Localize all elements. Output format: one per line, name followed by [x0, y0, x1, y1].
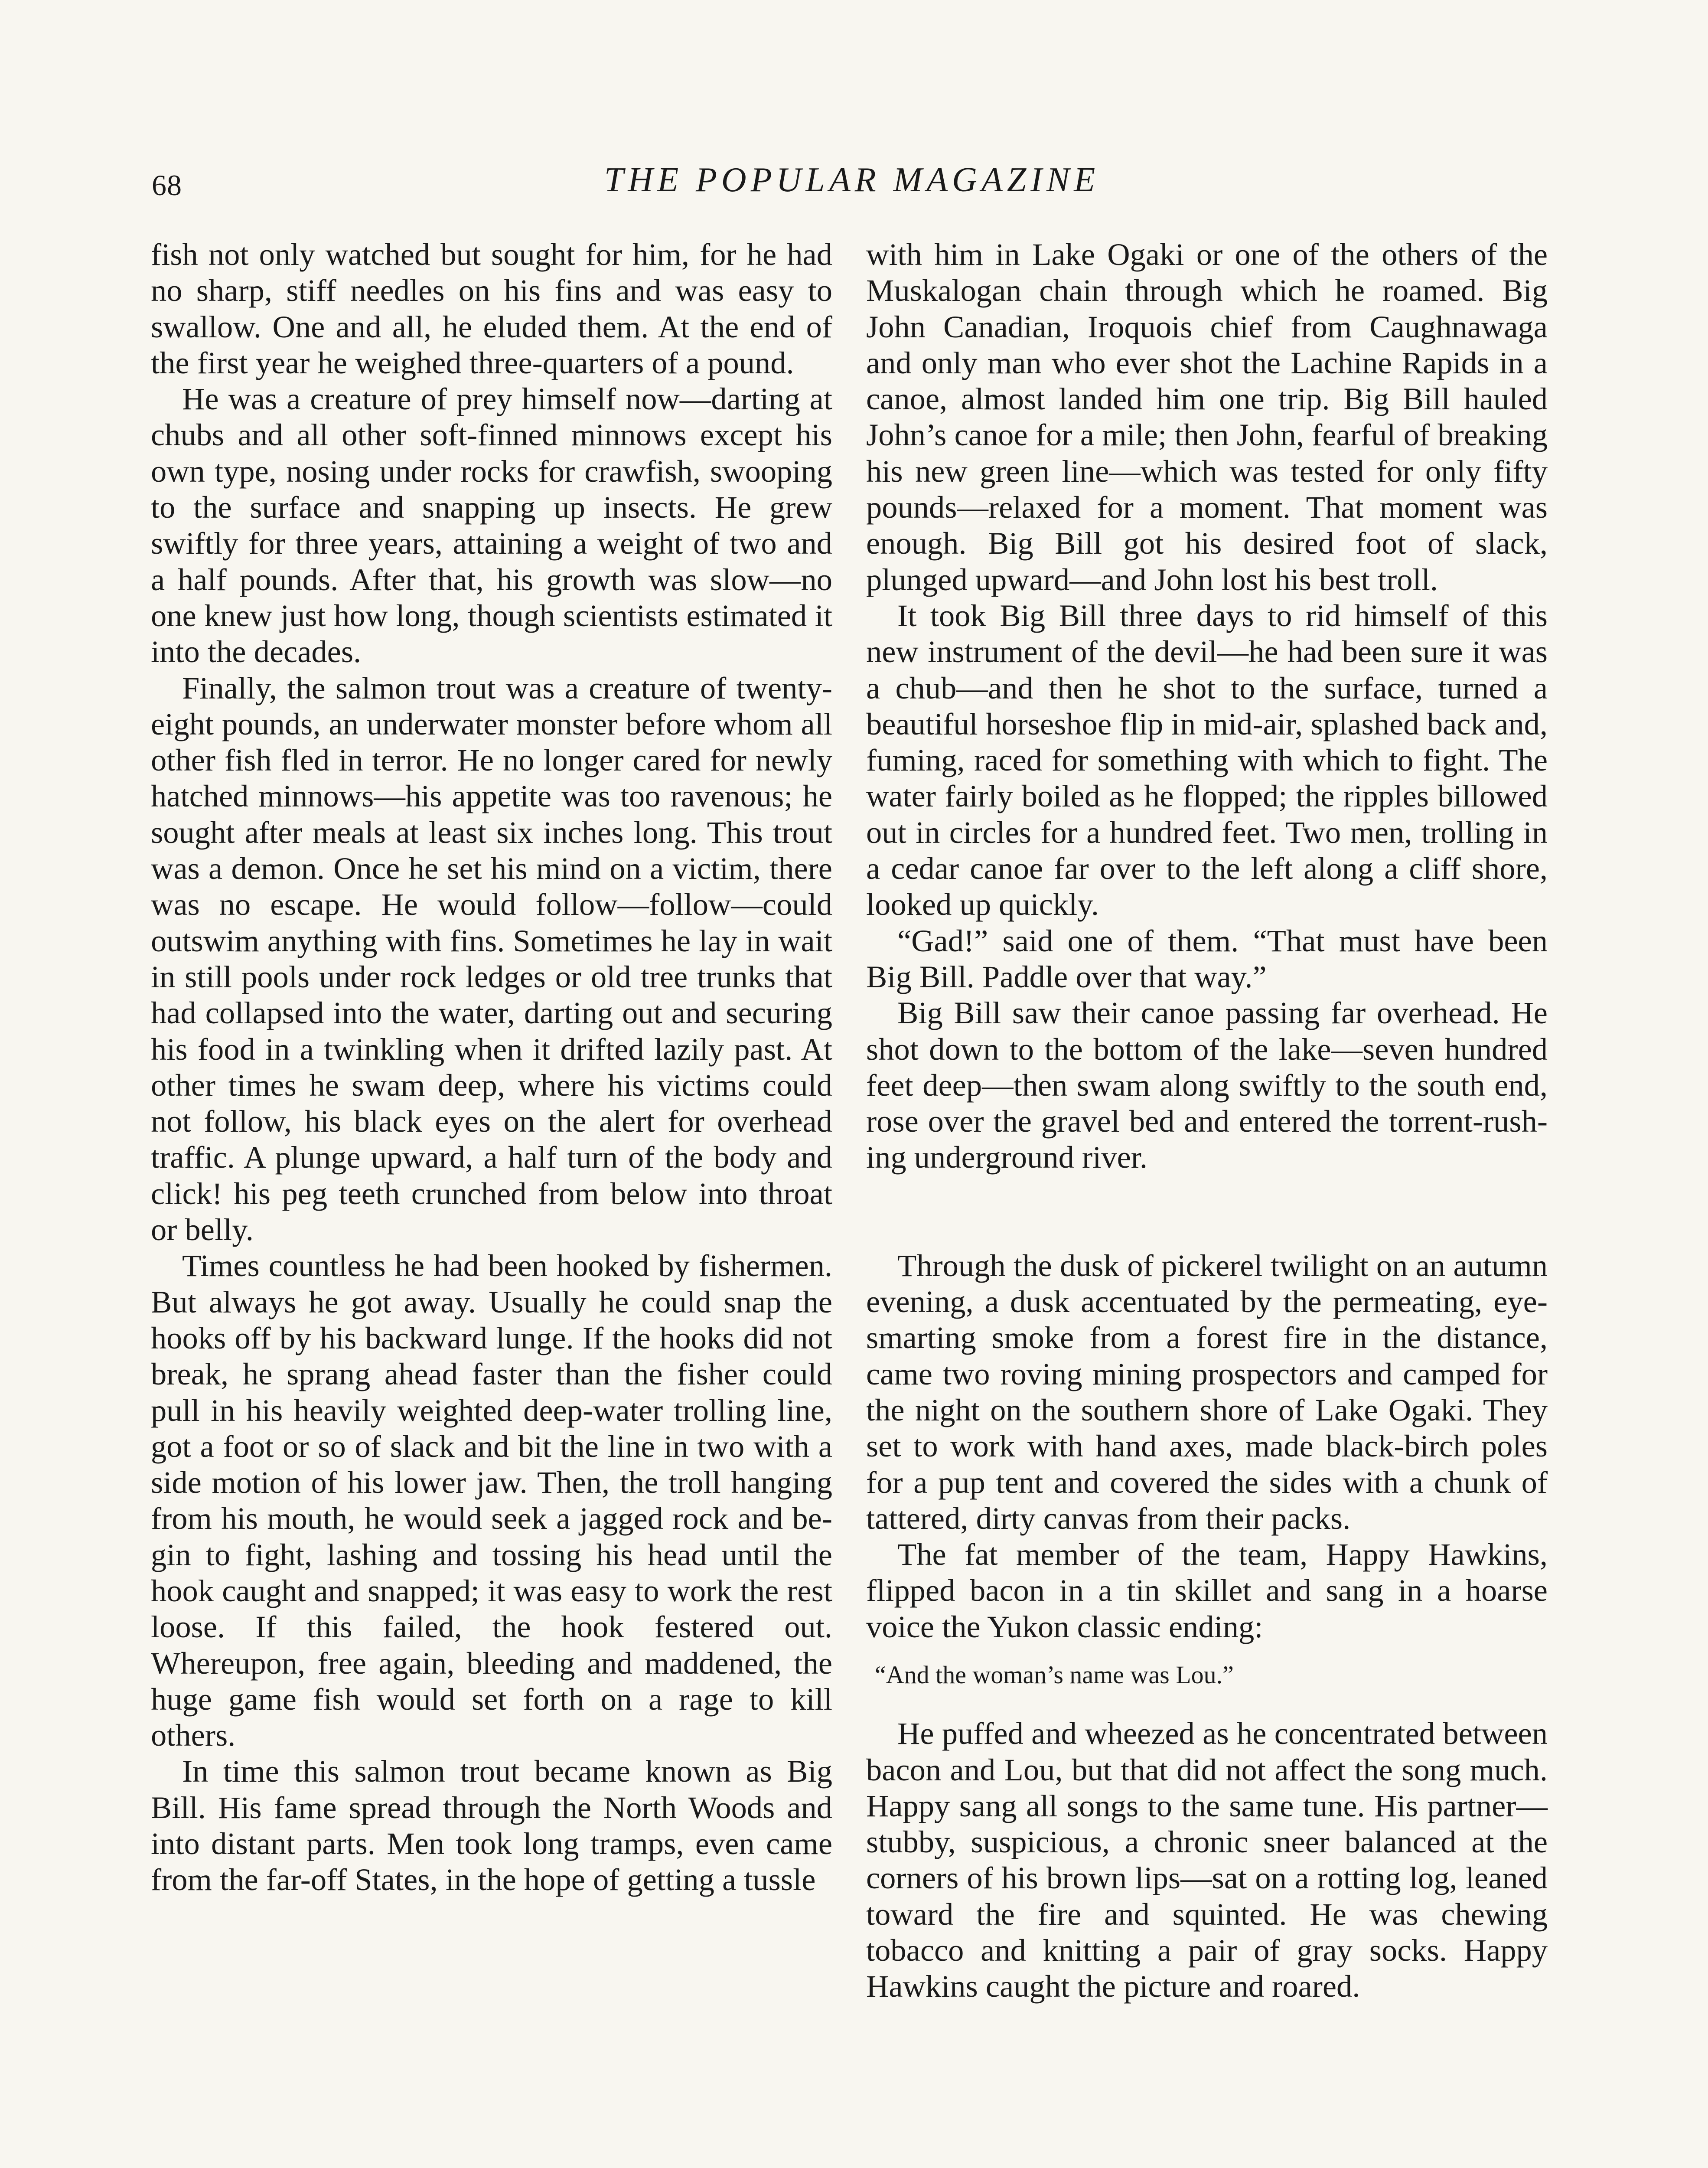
paragraph: The fat member of the team, Happy Hawkins, flipped bacon in a tin skillet and sang in a hoarse voice the Yukon classic ending: — [866, 1537, 1548, 1644]
section-start-paragraph: Through the dusk of pickerel twilight on an autumn evening, a dusk accentuated by the permeating, eye-smarting smoke from a forest fire in the distance, came two roving mining prospectors and camped for the night on the southern shore of Lake Ogaki. They set to work with hand axes, made black-birch poles for a pup tent and covered the sides with a chunk of tattered, dirty canvas from their packs. — [866, 1247, 1548, 1536]
right-column — [866, 236, 1548, 2005]
page-header — [147, 160, 1556, 212]
paragraph: In time this salmon trout became known as Big Bill. His fame spread through the North Woods and into distant parts. Men took long tramps, even came from the far-off States, in the hope of getting a tussle — [151, 1753, 832, 1897]
paragraph: “Gad!” said one of them. “That must have been Big Bill. Paddle over that way.” — [866, 923, 1548, 994]
running-title: THE POPULAR MAGAZINE — [604, 161, 1100, 199]
paragraph: It took Big Bill three days to rid himself of this new instrument of the devil—he had been sure it was a chub—and then he shot to the surface, turned a beautiful horseshoe flip in mid-air, splashed back and, fuming, raced for something with which to fight. The water fairly boiled as he flopped; the ripples billowed out in circles for a hundred feet. Two men, trolling in a cedar canoe far over to the left along a cliff shore, looked up quickly. — [866, 598, 1548, 922]
song-quote: “And the woman’s name was Lou.” — [875, 1660, 1234, 1689]
left-column — [151, 236, 832, 1898]
paragraph: Big Bill saw their canoe passing far overhead. He shot down to the bottom of the lake—seven hundred feet deep—then swam along swiftly to the south end, rose over the gravel bed and entered the torrent-rushing underground river. — [866, 995, 1548, 1175]
paragraph: with him in Lake Ogaki or one of the others of the Muskalogan chain through which he roamed. Big John Canadian, Iroquois chief from Caughnawaga and only man who ever shot the Lachine Rapids in a canoe, almost landed him one trip. Big Bill hauled John’s canoe for a mile; then John, fearful of breaking his new green line—which was tested for only fifty pounds—relaxed for a moment. That moment was enough. Big Bill got his desired foot of slack, plunged upward—and John lost his best troll. — [866, 237, 1548, 597]
paragraph: Times countless he had been hooked by fishermen. But always he got away. Usually he could snap the hooks off by his backward lunge. If the hooks did not break, he sprang ahead faster than the fisher could pull in his heavily weighted deep-water trolling line, got a foot or so of slack and bit the line in two with a side motion of his lower jaw. Then, the troll hanging from his mouth, he would seek a jagged rock and begin to fight, lashing and tossing his head until the hook caught and snapped; it was easy to work the rest loose. If this failed, the hook festered out. Whereupon, free again, bleeding and maddened, the huge game fish would set forth on a rage to kill others. — [151, 1248, 832, 1753]
paragraph: He was a creature of prey himself now—darting at chubs and all other soft-finned minnows except his own type, nosing under rocks for crawfish, swooping to the surface and snapping up insects. He grew swiftly for three years, attaining a weight of two and a half pounds. After that, his growth was slow—no one knew just how long, though scientists estimated it into the decades. — [151, 381, 832, 669]
paragraph: He puffed and wheezed as he concentrated between bacon and Lou, but that did not affect the song much. Happy sang all songs to the same tune. His partner—stubby, suspicious, a chronic sneer balanced at the corners of his brown lips—sat on a rotting log, leaned toward the fire and squinted. He was chewing tobacco and knitting a pair of gray socks. Happy Hawkins caught the picture and roared. — [866, 1716, 1548, 2004]
page-number: 68 — [152, 169, 182, 202]
paragraph: fish not only watched but sought for him, for he had no sharp, stiff needles on his fins and was easy to swallow. One and all, he eluded them. At the end of the first year he weighed three-quarters of a pound. — [151, 237, 832, 380]
paragraph: Finally, the salmon trout was a creature of twenty-eight pounds, an underwater monster before whom all other fish fled in terror. He no longer cared for newly hatched minnows—his appetite was too ravenous; he sought after meals at least six inches long. This trout was a demon. Once he set his mind on a victim, there was no escape. He would follow—follow—could outswim anything with fins. Sometimes he lay in wait in still pools under rock ledges or old tree trunks that had collapsed into the water, darting out and securing his food in a twinkling when it drifted lazily past. At other times he swam deep, where his victims could not follow, his black eyes on the alert for overhead traffic. A plunge upward, a half turn of the body and click! his peg teeth crunched from below into throat or belly. — [151, 670, 832, 1247]
